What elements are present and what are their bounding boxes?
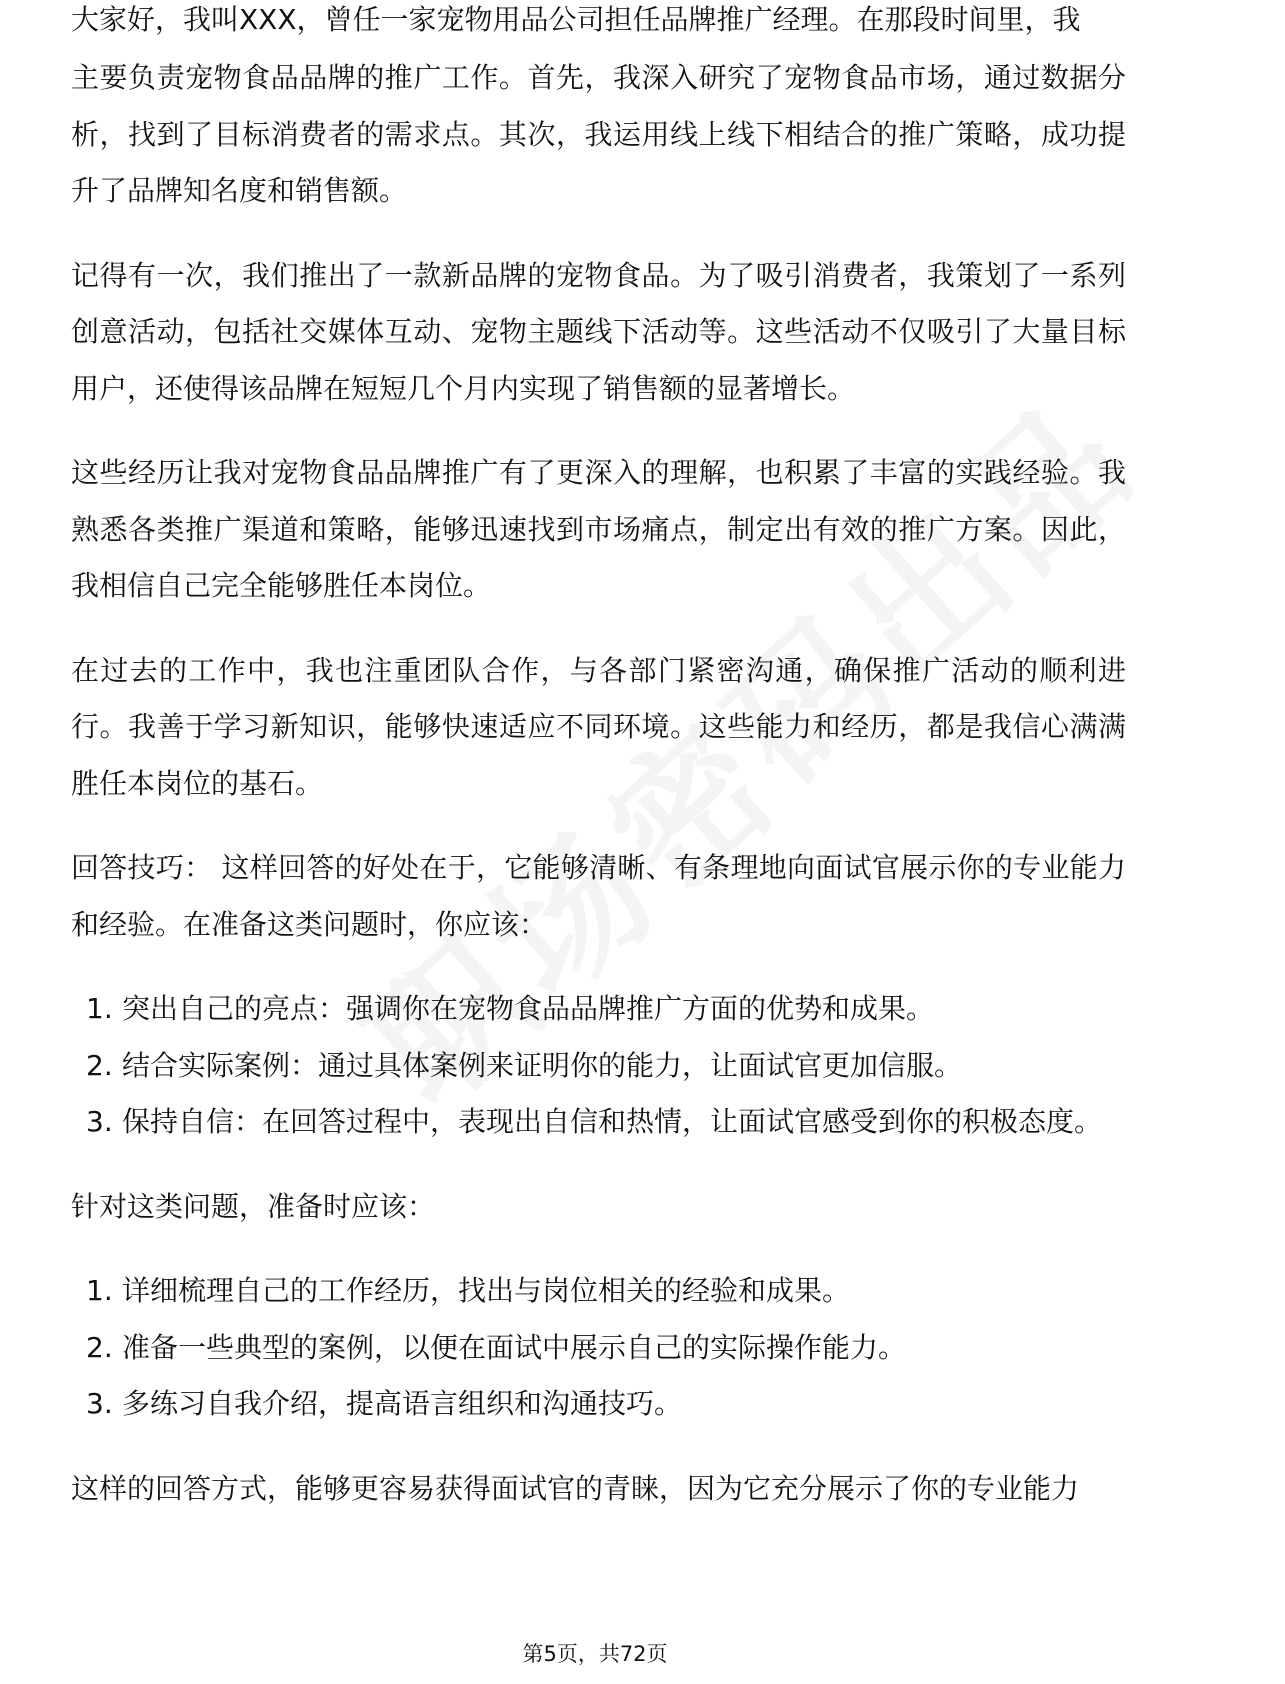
- paragraph-closing: 这样的回答方式，能够更容易获得面试官的青睐，因为它充分展示了你的专业能力: [71, 1471, 1080, 1505]
- paragraph-preparation: 针对这类问题，准备时应该：: [71, 1189, 436, 1223]
- list-item: [71, 1038, 1126, 1095]
- paragraph-tips: 回答技巧： 这样回答的好处在于，它能够清晰、有条理地向面试官展示你的专业能力和经验。在准备这类问题时，你应该：: [71, 851, 1126, 941]
- preparation-list: [71, 1263, 1126, 1433]
- list-number: 1.: [86, 992, 113, 1025]
- page-number: 第5页，共72页: [522, 1642, 668, 1666]
- list-number: 3.: [86, 1105, 113, 1138]
- list-item: [71, 1094, 1126, 1151]
- list-number: 2.: [86, 1048, 113, 1082]
- list-item: [71, 1263, 1126, 1320]
- list-item-text: 结合实际案例：通过具体案例来证明你的能力，让面试官更加信服。: [122, 1048, 963, 1082]
- document-body: [71, 3, 1126, 1545]
- tips-list: [71, 981, 1126, 1151]
- list-number: 3.: [86, 1387, 113, 1420]
- list-item-text: 详细梳理自己的工作经历，找出与岗位相关的经验和成果。: [122, 1274, 851, 1307]
- list-item-text: 突出自己的亮点：强调你在宠物食品品牌推广方面的优势和成果。: [122, 992, 935, 1025]
- paragraph-teamwork: 在过去的工作中，我也注重团队合作，与各部门紧密沟通，确保推广活动的顺利进行。我善于学习新知识，能够快速适应不同环境。这些能力和经历，都是我信心满满胜任本岗位的基石。: [71, 653, 1126, 800]
- list-item-text: 准备一些典型的案例，以便在面试中展示自己的实际操作能力。: [122, 1330, 907, 1364]
- paragraph-experience: 这些经历让我对宠物食品品牌推广有了更深入的理解，也积累了丰富的实践经验。我熟悉各类推广渠道和策略，能够迅速找到市场痛点，制定出有效的推广方案。因此，我相信自己完全能够胜任本岗位。: [71, 456, 1126, 602]
- list-item: [71, 1376, 1126, 1433]
- list-number: 1.: [86, 1274, 113, 1307]
- paragraph-intro-text: 主要负责宠物食品品牌的推广工作。首先，我深入研究了宠物食品市场，通过数据分析，找到了目标消费者的需求点。其次，我运用线上线下相结合的推广策略，成功提升了品牌知名度和销售额。: [71, 61, 1126, 207]
- list-item: [71, 1320, 1126, 1377]
- list-number: 2.: [86, 1330, 113, 1364]
- list-item-text: 多练习自我介绍，提高语言组织和沟通技巧。: [122, 1387, 683, 1420]
- cut-off-line: 大家好，我叫XXX，曾任一家宠物用品公司担任品牌推广经理。在那段时间里，我: [71, 3, 1081, 36]
- paragraph-example: 记得有一次，我们推出了一款新品牌的宠物食品。为了吸引消费者，我策划了一系列创意活动，包括社交媒体互动、宠物主题线下活动等。这些活动不仅吸引了大量目标用户，还使得该品牌在短短几个月内实现了销售额的显著增长。: [71, 258, 1126, 405]
- list-item-text: 保持自信：在回答过程中，表现出自信和热情，让面试官感受到你的积极态度。: [122, 1105, 1103, 1138]
- paragraph-intro: [71, 3, 1126, 220]
- list-item: [71, 981, 1126, 1038]
